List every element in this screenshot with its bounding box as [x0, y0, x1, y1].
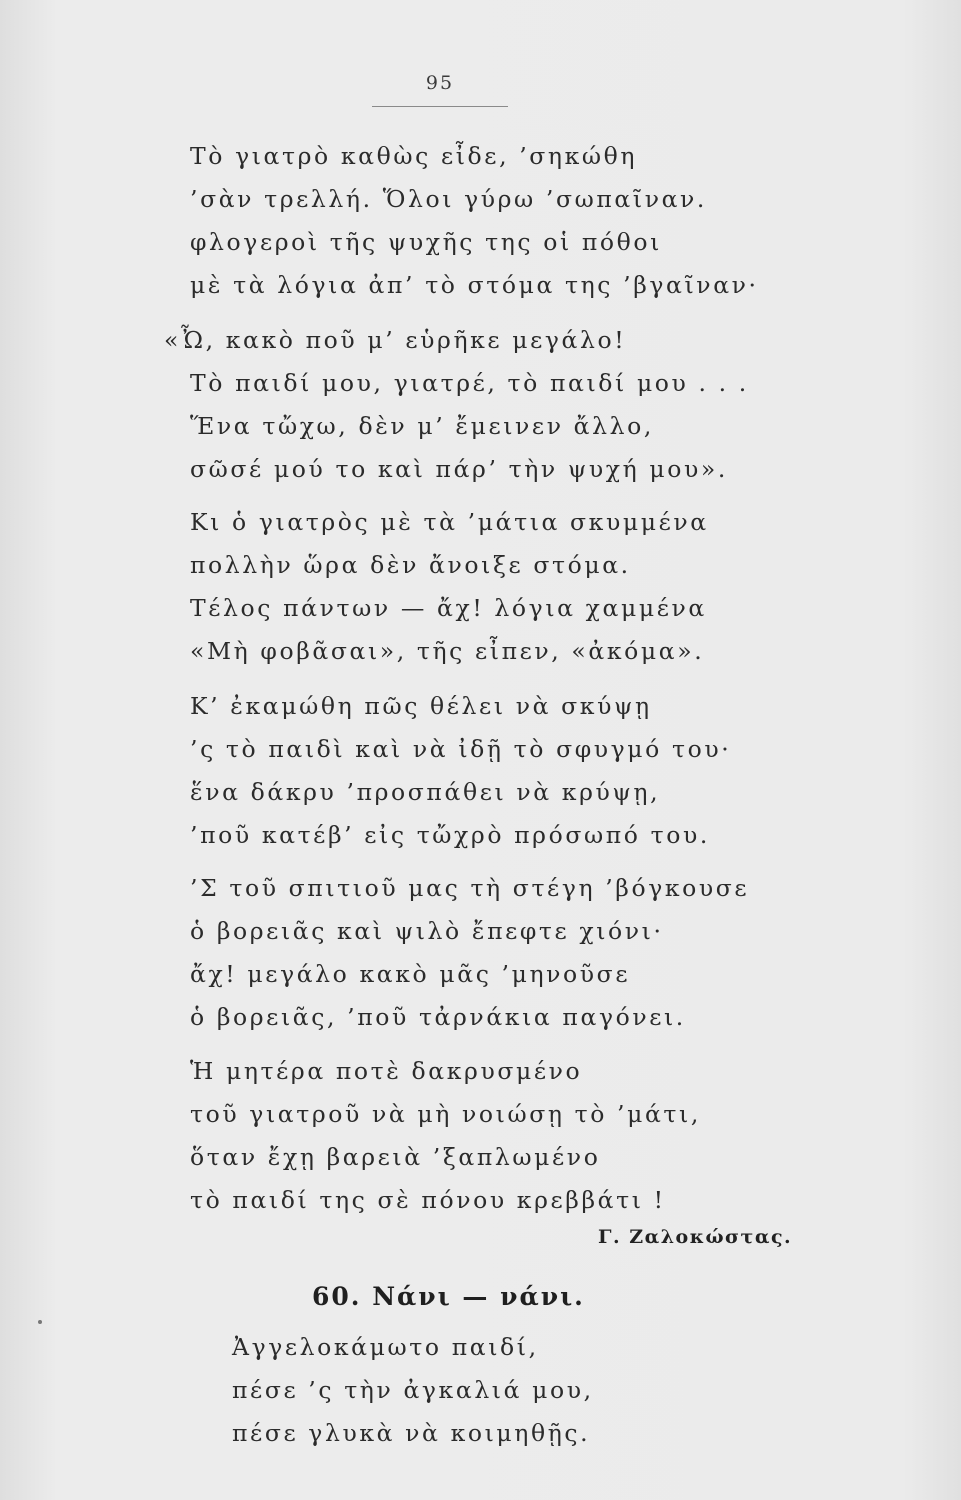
poem-line: Ἀγγελοκάμωτο παιδί, [232, 1333, 539, 1361]
next-poem-title: 60. Νάνι — νάνι. [312, 1282, 585, 1311]
poem-line: ὁ βορειᾶς καὶ ψιλὸ ἔπεφτε χιόνι· [190, 917, 664, 945]
header-rule [372, 106, 508, 107]
poem-line: τοῦ γιατροῦ νὰ μὴ νοιώσῃ τὸ ’μάτι, [190, 1100, 701, 1128]
poem-line: ’ποῦ κατέβ’ εἰς τὤχρὸ πρόσωπό του. [190, 821, 710, 849]
poem-line: ’σὰν τρελλή. Ὅλοι γύρω ’σωπαῖναν. [190, 185, 708, 213]
poem-line: Ἕνα τὤχω, δὲν μ’ ἔμεινεν ἄλλο, [190, 412, 654, 440]
poem-line: ’Σ τοῦ σπιτιοῦ μας τὴ στέγη ’βόγκουσε [190, 874, 750, 902]
poem-line: πέσε γλυκὰ νὰ κοιμηθῇς. [232, 1419, 591, 1447]
poem-line: «Μὴ φοβᾶσαι», τῆς εἶπεν, «ἀκόμα». [190, 637, 705, 665]
poem-line: μὲ τὰ λόγια ἀπ’ τὸ στόμα της ’βγαῖναν· [190, 271, 759, 299]
poem-line: ’ς τὸ παιδὶ καὶ νὰ ἰδῇ τὸ σφυγμό του· [190, 735, 732, 763]
poem-line: Τὸ παιδί μου, γιατρέ, τὸ παιδί μου . . . [190, 369, 749, 397]
poem-line: «Ὦ, κακὸ ποῦ μ’ εὑρῆκε μεγάλο! [164, 326, 627, 354]
poem-line: Τέλος πάντων — ἄχ! λόγια χαμμένα [190, 594, 707, 622]
poem-line: Ἡ μητέρα ποτὲ δακρυσμένο [190, 1057, 583, 1085]
poem-line: σῶσέ μού το καὶ πάρ’ τὴν ψυχή μου». [190, 455, 728, 483]
paper-speck [38, 1320, 42, 1324]
poem-line: Κ’ ἐκαμώθη πῶς θέλει νὰ σκύψῃ [190, 692, 652, 720]
poem-line: Κι ὁ γιατρὸς μὲ τὰ ’μάτια σκυμμένα [190, 508, 709, 536]
poem-line: ὅταν ἔχῃ βαρειὰ ’ξαπλωμένο [190, 1143, 601, 1171]
page-number: 95 [425, 72, 455, 94]
poem-line: ἄχ! μεγάλο κακὸ μᾶς ’μηνοῦσε [190, 960, 631, 988]
poem-line: ὁ βορειᾶς, ’ποῦ τἀρνάκια παγόνει. [190, 1003, 686, 1031]
author-signature: Γ. Ζαλοκώστας. [598, 1226, 793, 1248]
poem-line: πολλὴν ὥρα δὲν ἄνοιξε στόμα. [190, 551, 631, 579]
poem-line: Τὸ γιατρὸ καθὼς εἶδε, ’σηκώθη [190, 142, 638, 170]
poem-line: ἕνα δάκρυ ’προσπάθει νὰ κρύψῃ, [190, 778, 661, 806]
poem-line: τὸ παιδί της σὲ πόνου κρεββάτι ! [190, 1186, 666, 1214]
poem-line: φλογεροὶ τῆς ψυχῆς της οἱ πόθοι [190, 228, 662, 256]
poem-line: πέσε ’ς τὴν ἀγκαλιά μου, [232, 1376, 594, 1404]
